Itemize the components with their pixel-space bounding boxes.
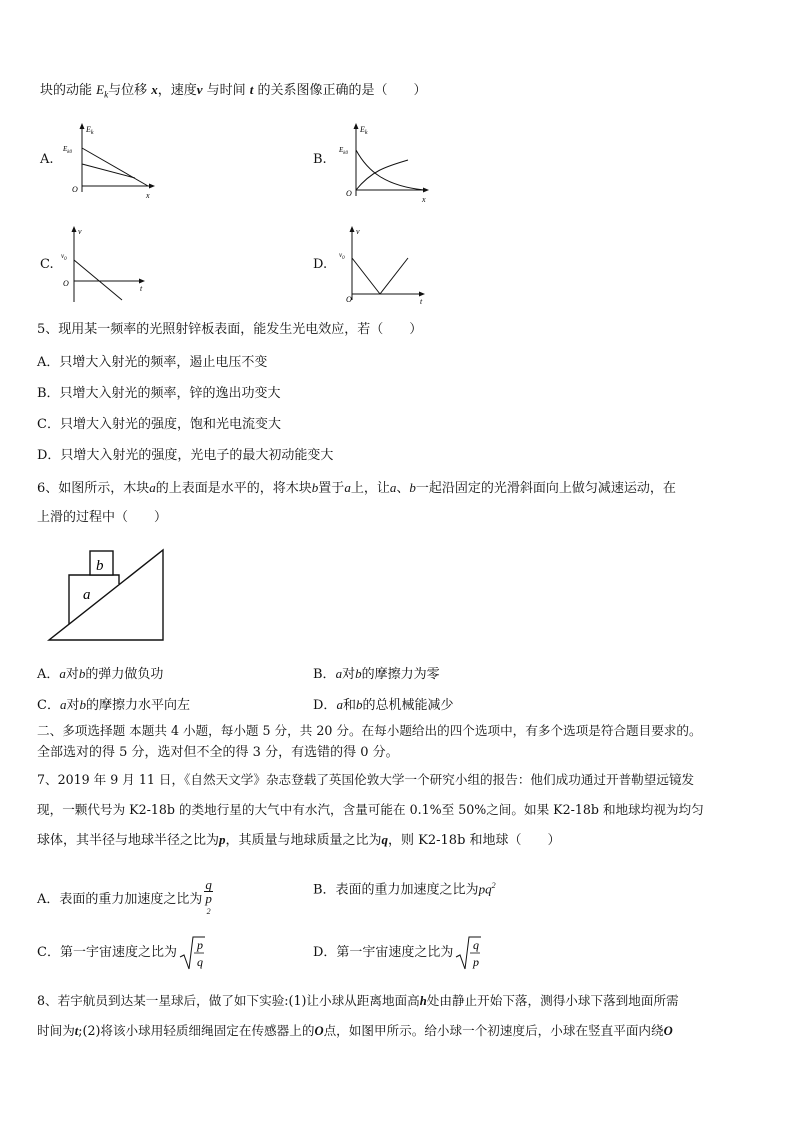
origin-label: O	[346, 295, 352, 304]
q7-option-d: D．第一宇宙速度之比为 q p	[313, 934, 481, 971]
x-label: t	[420, 297, 423, 306]
sqrt-num: p	[196, 938, 203, 953]
y-arrow	[350, 226, 355, 232]
sqrt-num: q	[473, 938, 480, 953]
block-a-label: a	[83, 587, 91, 603]
sqrt-sign	[455, 935, 481, 971]
y-label: v	[78, 227, 82, 236]
y-label: $E_k$	[360, 125, 368, 136]
origin-label: O	[63, 279, 69, 288]
x-label: x	[146, 191, 150, 200]
sqrt-den: q	[196, 955, 203, 970]
q7-line2: 现，一颗代号为 K2-18b 的类地行星的大气中有水汽，含量可能在 0.1%至 50%之间。如果 K2-18b 和地球均视为均匀	[37, 802, 704, 817]
q6-option-b: B．a对b的摩擦力为零	[313, 666, 440, 682]
origin-label: O	[72, 185, 78, 194]
q4-option-d-letter: D.	[313, 257, 328, 272]
v-decrease	[352, 258, 380, 294]
y-arrow	[354, 123, 359, 129]
y0-label: $v_0$	[61, 252, 67, 262]
y-label: $E_k$	[86, 125, 94, 136]
q4-graph-a	[60, 120, 160, 200]
q6-option-d: D．a和b的总机械能减少	[313, 697, 454, 713]
q7-line1: 7、2019 年 9 月 11 日，《自然天文学》杂志登载了英国伦敦大学一个研究小组的报告：他们成功通过开普勒望远镜发	[37, 772, 695, 787]
q7-line3: 球体，其半径与地球半径之比为p，其质量与地球质量之比为q，则 K2-18b 和地球（ ）	[37, 832, 561, 848]
section2-line2: 全部选对的得 5 分，选对但不全的得 3 分，有选错的得 0 分。	[37, 745, 399, 760]
q4-option-a-letter: A.	[40, 152, 54, 167]
y0-label: $E_{k0}$	[339, 146, 349, 156]
x-arrow	[139, 279, 145, 284]
q7-option-b: B．表面的重力加速度之比为$pq^2$	[313, 881, 496, 898]
q6-stem-line2: 上滑的过程中（ ）	[37, 510, 168, 525]
sqrt-den: p	[473, 955, 480, 970]
block-b-label: b	[96, 558, 104, 574]
x-arrow	[419, 292, 425, 297]
q7-option-c: C．第一宇宙速度之比为 p q	[37, 934, 205, 971]
x-label: x	[422, 195, 426, 204]
q4-stem: 块的动能 $E_k$与位移 x，速度v 与时间 t 的关系图像正确的是（ ）	[40, 82, 427, 100]
q4-graph-b	[336, 120, 436, 204]
x-label: t	[140, 284, 143, 293]
q7-option-a: A．表面的重力加速度之比为 q p $^2$	[37, 877, 212, 916]
line-2	[82, 164, 135, 178]
q4-graph-c	[58, 224, 158, 304]
decay-curve	[356, 150, 424, 190]
section2-line1: 二、多项选择题 本题共 4 小题，每小题 5 分，共 20 分。在每小题给出的四个选项中，有多个选项是符合题目要求的。	[37, 723, 702, 738]
q4-graph-d	[336, 224, 436, 304]
v-line	[74, 260, 122, 300]
q6-option-c: C．a对b的摩擦力水平向左	[37, 697, 190, 713]
y0-label: $v_0$	[339, 251, 345, 261]
q5-stem: 5、现用某一频率的光照射锌板表面，能发生光电效应，若（ ）	[37, 322, 423, 337]
block-a	[69, 575, 119, 624]
q4-option-c-letter: C.	[40, 257, 54, 272]
q6-incline-figure	[45, 545, 170, 645]
q5-option-c: C．只增大入射光的强度，饱和光电流变大	[37, 417, 281, 432]
sqrt-sign	[179, 935, 205, 971]
v-increase	[380, 258, 408, 294]
q8-line2: 时间为t;(2)将该小球用轻质细绳固定在传感器上的O点，如图甲所示。给小球一个初速度后，小球在竖直平面内绕O	[37, 1023, 673, 1038]
q5-option-a: A．只增大入射光的频率，遏止电压不变	[37, 355, 268, 370]
q6-stem-line1: 6、如图所示，木块a的上表面是水平的，将木块b置于a上，让a、b一起沿固定的光滑斜面向上做匀减速运动，在	[37, 480, 676, 496]
x-arrow	[149, 184, 155, 189]
q5-option-b: B．只增大入射光的频率，锌的逸出功变大	[37, 386, 281, 401]
q4-option-b-letter: B.	[313, 152, 327, 167]
q5-option-d: D．只增大入射光的强度，光电子的最大初动能变大	[37, 448, 334, 463]
y-arrow	[80, 123, 85, 129]
y-label: v	[356, 227, 360, 236]
q6-option-a: A．a对b的弹力做负功	[37, 666, 164, 682]
q8-line1: 8、若宇航员到达某一星球后，做了如下实验:(1)让小球从距离地面高h处由静止开始下落，测得小球下落到地面所需	[37, 993, 679, 1008]
y0-label: $E_{k0}$	[63, 145, 73, 155]
y-arrow	[72, 226, 77, 232]
origin-label: O	[346, 189, 352, 198]
